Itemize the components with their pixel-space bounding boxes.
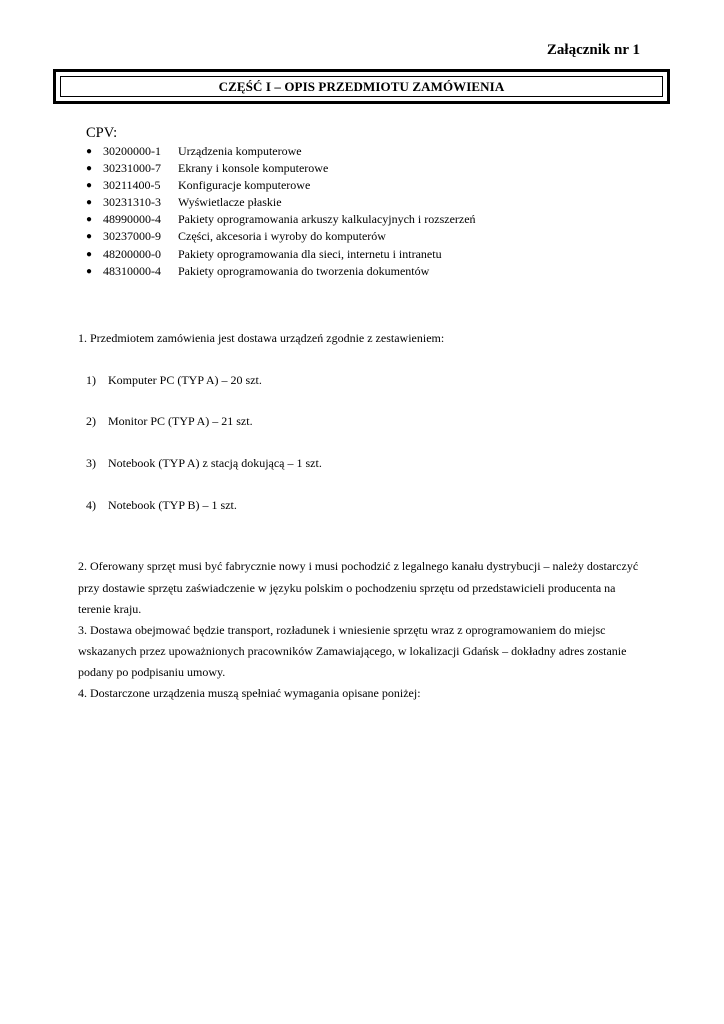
- cpv-label: Ekrany i konsole komputerowe: [178, 161, 329, 176]
- cpv-item: [86, 194, 476, 211]
- paragraph-line: 3. Dostawa obejmować będzie transport, rozładunek i wniesienie sprzętu wraz z oprogramowaniem do miejsc: [78, 623, 606, 637]
- cpv-label: Pakiety oprogramowania dla sieci, internetu i intranetu: [178, 246, 442, 261]
- order-item-text: Notebook (TYP B) – 1 szt.: [108, 498, 237, 512]
- cpv-code: 30231000-7: [103, 161, 161, 176]
- paragraph-line: przy dostawie sprzętu zaświadczenie w języku polskim o pochodzeniu sprzętu od przedstawicieli producenta na: [78, 581, 616, 595]
- cpv-label: Urządzenia komputerowe: [178, 144, 302, 158]
- order-item-text: Notebook (TYP A) z stacją dokującą – 1 szt.: [108, 456, 322, 470]
- cpv-code: 30200000-1: [103, 144, 161, 158]
- bullet-icon: ●: [86, 163, 93, 175]
- cpv-heading: CPV:: [86, 125, 118, 141]
- section1-intro: 1. Przedmiotem zamówienia jest dostawa urządzeń zgodnie z zestawieniem:: [78, 331, 445, 345]
- cpv-code: 30211400-5: [103, 178, 161, 193]
- section-title-inner-frame: [60, 76, 663, 97]
- paragraph-line: 2. Oferowany sprzęt musi być fabrycznie nowy i musi pochodzić z legalnego kanału dystrybucji – należy dostarczyć: [78, 559, 639, 573]
- order-item-number: 4): [86, 498, 96, 512]
- order-item-text: Monitor PC (TYP A) – 21 szt.: [108, 414, 253, 428]
- paragraph-line: terenie kraju.: [78, 602, 142, 616]
- cpv-list: [86, 143, 476, 280]
- cpv-item: [86, 160, 476, 177]
- bullet-icon: ●: [86, 197, 93, 209]
- bullet-icon: ●: [86, 248, 93, 260]
- cpv-item: [86, 228, 476, 245]
- cpv-label: Części, akcesoria i wyroby do komputerów: [178, 229, 386, 244]
- section-title: CZĘŚĆ I – OPIS PRZEDMIOTU ZAMÓWIENIA: [218, 78, 505, 94]
- order-item-number: 1): [86, 373, 96, 387]
- paragraph-line: wskazanych przez upoważnionych pracowników Zamawiającego, w lokalizacji Gdańsk – dokładny adres zostanie: [78, 644, 627, 658]
- cpv-code: 48200000-0: [103, 246, 161, 261]
- order-item-number: 3): [86, 456, 96, 470]
- cpv-item: [86, 143, 476, 160]
- cpv-label: Konfiguracje komputerowe: [178, 178, 311, 193]
- cpv-item: [86, 211, 476, 228]
- bullet-icon: ●: [86, 265, 93, 277]
- bullet-icon: ●: [86, 231, 93, 243]
- cpv-item: [86, 263, 476, 280]
- bullet-icon: ●: [86, 180, 93, 192]
- cpv-code: 48990000-4: [103, 212, 161, 227]
- cpv-label: Pakiety oprogramowania do tworzenia dokumentów: [178, 263, 430, 278]
- cpv-label: Wyświetlacze płaskie: [178, 195, 282, 210]
- cpv-code: 48310000-4: [103, 263, 161, 278]
- order-item: [86, 414, 253, 429]
- paragraph-line: podany po podpisaniu umowy.: [78, 665, 226, 679]
- order-item-number: 2): [86, 414, 96, 428]
- cpv-code: 30231310-3: [103, 195, 161, 210]
- cpv-item: [86, 177, 476, 194]
- attachment-label: Załącznik nr 1: [546, 42, 640, 58]
- cpv-label: Pakiety oprogramowania arkuszy kalkulacyjnych i rozszerzeń: [178, 212, 476, 227]
- order-item: [86, 373, 262, 388]
- bullet-icon: ●: [86, 146, 93, 157]
- paragraph-line: 4. Dostarczone urządzenia muszą spełniać wymagania opisane poniżej:: [78, 686, 421, 700]
- order-item: [86, 498, 237, 513]
- order-item: [86, 456, 322, 471]
- section-title-frame: [53, 69, 670, 104]
- order-item-text: Komputer PC (TYP A) – 20 szt.: [108, 373, 262, 387]
- bullet-icon: ●: [86, 214, 93, 226]
- cpv-code: 30237000-9: [103, 229, 161, 244]
- cpv-item: [86, 246, 476, 263]
